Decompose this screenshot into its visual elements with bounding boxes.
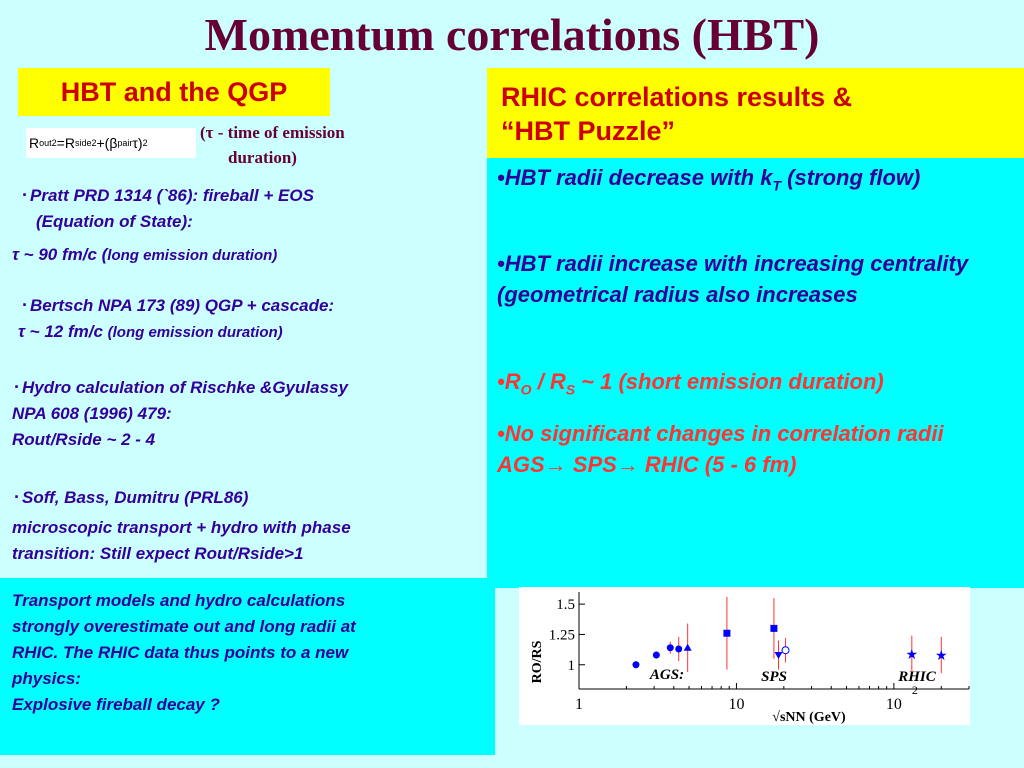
conclusion-text [12,588,487,718]
result-kt: •HBT radii decrease with $k_T$ (strong flow) [497,165,921,194]
hbt-formula: R out 2 =R side 2 +(β pair τ) 2 [26,128,196,158]
conclusion-line: Transport models and hydro calculations [12,591,346,610]
bullet: · [14,487,20,507]
x-tick-label: 10 [728,696,745,713]
data-point [667,644,674,651]
formula-note-line2: duration) [228,148,297,167]
ro-rs-plot [519,587,970,725]
soff-line1: Soff, Bass, Dumitru (PRL86) [22,488,249,507]
y-axis-label: RO/RS [530,640,545,684]
y-tick-label: 1.5 [556,597,575,614]
left-heading: HBT and the QGP [18,68,330,116]
result-energy: •No significant changes in correlation radii AGS→ SPS→ RHIC (5 - 6 fm) [497,421,944,477]
formula-note [200,120,400,170]
data-point: ★ [934,649,948,665]
formula-note-line1: (τ - time of emission [200,123,345,142]
bullet: · [14,377,20,397]
bertsch-tau-note: (long emission duration) [107,324,283,341]
pratt-tau [12,242,452,269]
pratt-line1: Pratt PRD 1314 (`86): fireball + EOS [30,186,314,205]
x-tick-label: 10 [885,696,902,713]
data-point [775,652,783,659]
hydro-line2: NPA 608 (1996) 479: [12,404,172,423]
conclusion-line: physics: [12,669,81,688]
bullet: · [22,295,28,315]
data-point [782,647,789,654]
soff-line2: microscopic transport + hydro with phase [12,518,351,537]
item-hydro [14,374,484,453]
pratt-tau-main: τ ~ 90 fm/c ( [12,245,108,264]
pratt-tau-note: long emission duration) [107,247,278,264]
data-point: ★ [905,647,919,663]
x-tick-exponent: 2 [911,683,918,697]
conclusion-line: Explosive fireball decay ? [12,695,220,714]
data-point [770,625,777,632]
x-axis-label: √sNN (GeV) [772,710,846,725]
right-heading-line1: RHIC correlations results & [501,82,853,112]
data-point [675,645,682,652]
region-label: SPS [761,669,787,685]
region-label: AGS: [649,667,685,683]
right-heading-line2: “HBT Puzzle” [501,116,676,146]
right-heading [487,68,1024,158]
item-soff [14,484,484,567]
hydro-line3: Rout/Rside ~ 2 - 4 [12,430,156,449]
conclusion-line: RHIC. The RHIC data thus points to a new [12,643,349,662]
bertsch-tau-main: τ ~ 12 fm/c [18,322,108,341]
ro-rs-chart [519,587,970,725]
data-point [684,644,692,651]
result-ratio: $•R_O / R_S$ ~ 1 (short emission duration) [497,369,884,398]
result-centrality: •HBT radii increase with increasing centrality (geometrical radius also increases [497,251,969,307]
soff-line3: transition: Still expect Rout/Rside>1 [12,544,304,563]
item-bertsch [18,292,462,346]
y-tick-label: 1.25 [548,627,575,644]
conclusion-line: strongly overestimate out and long radii at [12,617,356,636]
page-title: Momentum correlations (HBT) [204,9,820,60]
data-point [653,652,660,659]
bullet: · [22,185,28,205]
data-point [723,630,730,637]
data-point [632,661,639,668]
item-pratt [22,182,462,235]
y-tick-label: 1 [567,657,575,674]
bertsch-line1: Bertsch NPA 173 (89) QGP + cascade: [30,296,335,315]
pratt-line2: (Equation of State): [36,212,193,231]
hydro-line1: Hydro calculation of Rischke &Gyulassy [22,378,348,397]
x-tick-label: 1 [575,696,583,713]
region-label: RHIC [898,669,936,685]
